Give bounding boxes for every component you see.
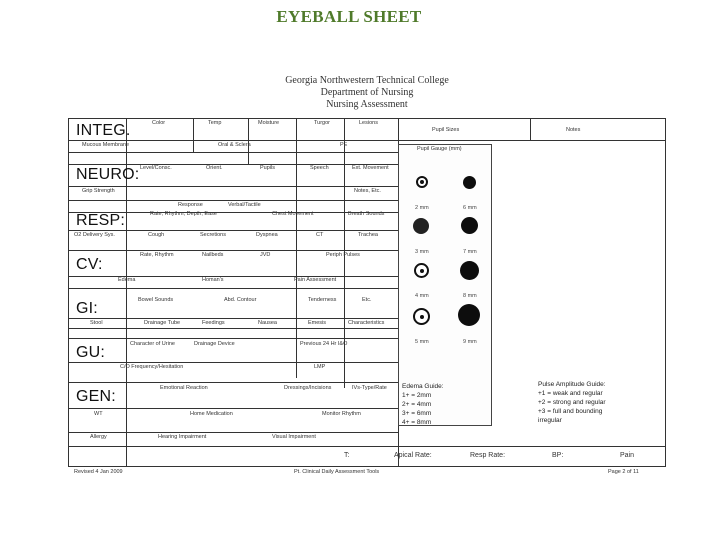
grid-line — [68, 186, 398, 187]
field-characteristics: Characteristics — [348, 320, 385, 326]
vital-temp: T: — [344, 452, 350, 459]
field-tenderness: Tenderness — [308, 297, 337, 303]
field-edema: Edema — [118, 277, 136, 283]
section-gi: GI: — [76, 300, 98, 317]
grid-line — [68, 140, 666, 141]
edema-guide — [402, 382, 444, 427]
field-orient: Orient. — [206, 165, 223, 171]
field-color: Color — [152, 120, 166, 126]
section-cv: CV: — [76, 256, 103, 273]
field-response: Response — [178, 202, 203, 208]
field-frequency-hesitation: C/O Frequency/Hesitation — [120, 364, 184, 370]
vital-apical-rate: Apical Rate: — [394, 452, 432, 459]
grid-line — [68, 288, 398, 289]
field-rate-rhythm-depth: Rate, Rhythm, Depth, Ease — [150, 211, 217, 217]
edema-guide-item: 4+ = 8mm — [402, 419, 432, 426]
notes-header: Notes — [566, 127, 581, 133]
pupil-5mm-icon — [413, 308, 430, 325]
grid-line — [68, 230, 398, 231]
pupil-label: 6 mm — [463, 205, 477, 211]
pupil-9mm-icon — [458, 304, 480, 326]
pulse-guide-item: +1 = weak and regular — [538, 390, 603, 397]
field-chest-movement: Chest Movement — [272, 211, 314, 217]
pupil-sizes-header: Pupil Sizes — [432, 127, 460, 133]
field-drainage-tube: Drainage Tube — [144, 320, 181, 326]
edema-guide-item: 2+ = 4mm — [402, 401, 432, 408]
field-ivs: IVs-Type/Rate — [352, 385, 387, 391]
field-verbal-tactile: Verbal/Tactile — [228, 202, 261, 208]
edema-guide-item: 1+ = 2mm — [402, 392, 432, 399]
field-rate-rhythm: Rate, Rhythm — [140, 252, 174, 258]
pupil-gauge-title: Pupil Gauge (mm) — [417, 146, 462, 152]
field-emotional-reaction: Emotional Reaction — [160, 385, 208, 391]
pupil-7mm-icon — [461, 217, 478, 234]
pupil-label: 8 mm — [463, 293, 477, 299]
field-dressings: Dressings/Incisions — [284, 385, 332, 391]
field-emesis: Emesis — [308, 320, 327, 326]
footer-page: Page 2 of 11 — [608, 469, 639, 475]
grid-line — [193, 118, 194, 152]
section-integ: INTEG. — [76, 122, 131, 139]
field-breath-sounds: Breath Sounds — [348, 211, 385, 217]
form-name: Nursing Assessment — [326, 99, 408, 110]
section-resp: RESP: — [76, 212, 126, 229]
field-etc: Etc. — [362, 297, 372, 303]
field-drainage-device: Drainage Device — [194, 341, 235, 347]
department-name: Department of Nursing — [320, 87, 414, 98]
vital-bp: BP: — [552, 452, 564, 459]
assessment-form — [68, 66, 666, 486]
field-trachea: Trachea — [358, 232, 378, 238]
slide-title: EYEBALL SHEET — [276, 7, 422, 26]
grid-line — [296, 118, 297, 378]
field-bowel-sounds: Bowel Sounds — [138, 297, 174, 303]
pulse-guide-title: Pulse Amplitude Guide: — [538, 381, 606, 388]
field-pe: PE — [340, 142, 348, 148]
field-ct: CT — [316, 232, 324, 238]
field-pupils: Pupils — [260, 165, 275, 171]
pupil-4mm-icon — [414, 263, 429, 278]
field-stool: Stool — [90, 320, 103, 326]
field-feedings: Feedings — [202, 320, 225, 326]
edema-guide-title: Edema Guide: — [402, 383, 444, 390]
field-visual-impairment: Visual Impairment — [272, 434, 316, 440]
pupil-2mm-icon — [416, 176, 428, 188]
grid-line — [68, 328, 398, 329]
field-periph-pulses: Periph Pulses — [326, 252, 360, 258]
field-jvd: JVD — [260, 252, 271, 258]
pulse-amplitude-guide — [538, 380, 606, 425]
field-abd-contour: Abd. Contour — [224, 297, 257, 303]
field-character-urine: Character of Urine — [130, 341, 175, 347]
field-nausea: Nausea — [258, 320, 277, 326]
field-lmp: LMP — [314, 364, 326, 370]
field-dyspnea: Dyspnea — [256, 232, 278, 238]
grid-line — [68, 318, 398, 319]
grid-line — [68, 382, 398, 383]
field-lesions: Lesions — [359, 120, 378, 126]
field-hearing-impairment: Hearing Impairment — [158, 434, 207, 440]
grid-line — [68, 408, 398, 409]
field-o2-delivery: O2 Delivery Sys. — [74, 232, 115, 238]
field-temp: Temp — [208, 120, 222, 126]
grid-line — [68, 200, 398, 201]
field-previous-io: Previous 24 Hr I&O — [300, 341, 348, 347]
vital-pain: Pain — [620, 452, 635, 459]
field-pain-assessment: Pain Assessment — [294, 277, 337, 283]
vital-resp-rate: Resp Rate: — [470, 452, 506, 459]
grid-line — [68, 250, 398, 251]
pupil-label: 5 mm — [415, 339, 429, 345]
edema-guide-item: 3+ = 6mm — [402, 410, 432, 417]
field-monitor-rhythm: Monitor Rhythm — [322, 411, 361, 417]
field-speech: Speech — [310, 165, 329, 171]
grid-line — [530, 118, 531, 140]
field-oral-sclera: Oral & Sclera — [218, 142, 251, 148]
field-home-medication: Home Medication — [190, 411, 233, 417]
field-grip-strength: Grip Strength — [82, 188, 115, 194]
pupil-label: 9 mm — [463, 339, 477, 345]
grid-line — [68, 338, 398, 339]
section-gu: GU: — [76, 344, 106, 361]
pupil-6mm-icon — [463, 176, 476, 189]
grid-line — [68, 362, 398, 363]
footer-revised: Revised 4 Jan 2009 — [74, 469, 123, 475]
grid-line — [665, 118, 666, 466]
pulse-guide-item: irregular — [538, 417, 562, 424]
field-cough: Cough — [148, 232, 165, 238]
field-homans: Homan's — [202, 277, 224, 283]
pupil-8mm-icon — [460, 261, 479, 280]
field-allergy: Allergy — [90, 434, 107, 440]
field-secretions: Secretions — [200, 232, 226, 238]
grid-line — [68, 118, 666, 119]
field-moisture: Moisture — [258, 120, 280, 126]
grid-line — [68, 466, 666, 467]
field-level-consc: Level/Consc. — [140, 165, 172, 171]
field-notes-etc: Notes, Etc. — [354, 188, 381, 194]
pupil-label: 2 mm — [415, 205, 429, 211]
field-nailbeds: Nailbeds — [202, 252, 224, 258]
pupil-label: 3 mm — [415, 249, 429, 255]
section-neuro: NEURO: — [76, 166, 140, 183]
pupil-label: 4 mm — [415, 293, 429, 299]
field-mucous-membrane: Mucous Membrane — [82, 142, 130, 148]
section-gen: GEN: — [76, 388, 116, 405]
field-turgor: Turgor — [314, 120, 330, 126]
pulse-guide-item: +3 = full and bounding — [538, 408, 603, 415]
grid-line — [248, 118, 249, 164]
grid-line — [68, 164, 398, 165]
grid-line — [68, 152, 398, 153]
grid-line — [68, 118, 69, 466]
college-name: Georgia Northwestern Technical College — [285, 75, 449, 86]
pulse-guide-item: +2 = strong and regular — [538, 399, 606, 406]
grid-line — [68, 446, 666, 447]
grid-line — [68, 432, 398, 433]
pupil-3mm-icon — [413, 218, 429, 234]
field-wt: WT — [94, 411, 103, 417]
field-ext-movement: Ext. Movement — [352, 165, 389, 171]
pupil-label: 7 mm — [463, 249, 477, 255]
footer-tool-name: Pt. Clinical Daily Assessment Tools — [294, 469, 380, 475]
